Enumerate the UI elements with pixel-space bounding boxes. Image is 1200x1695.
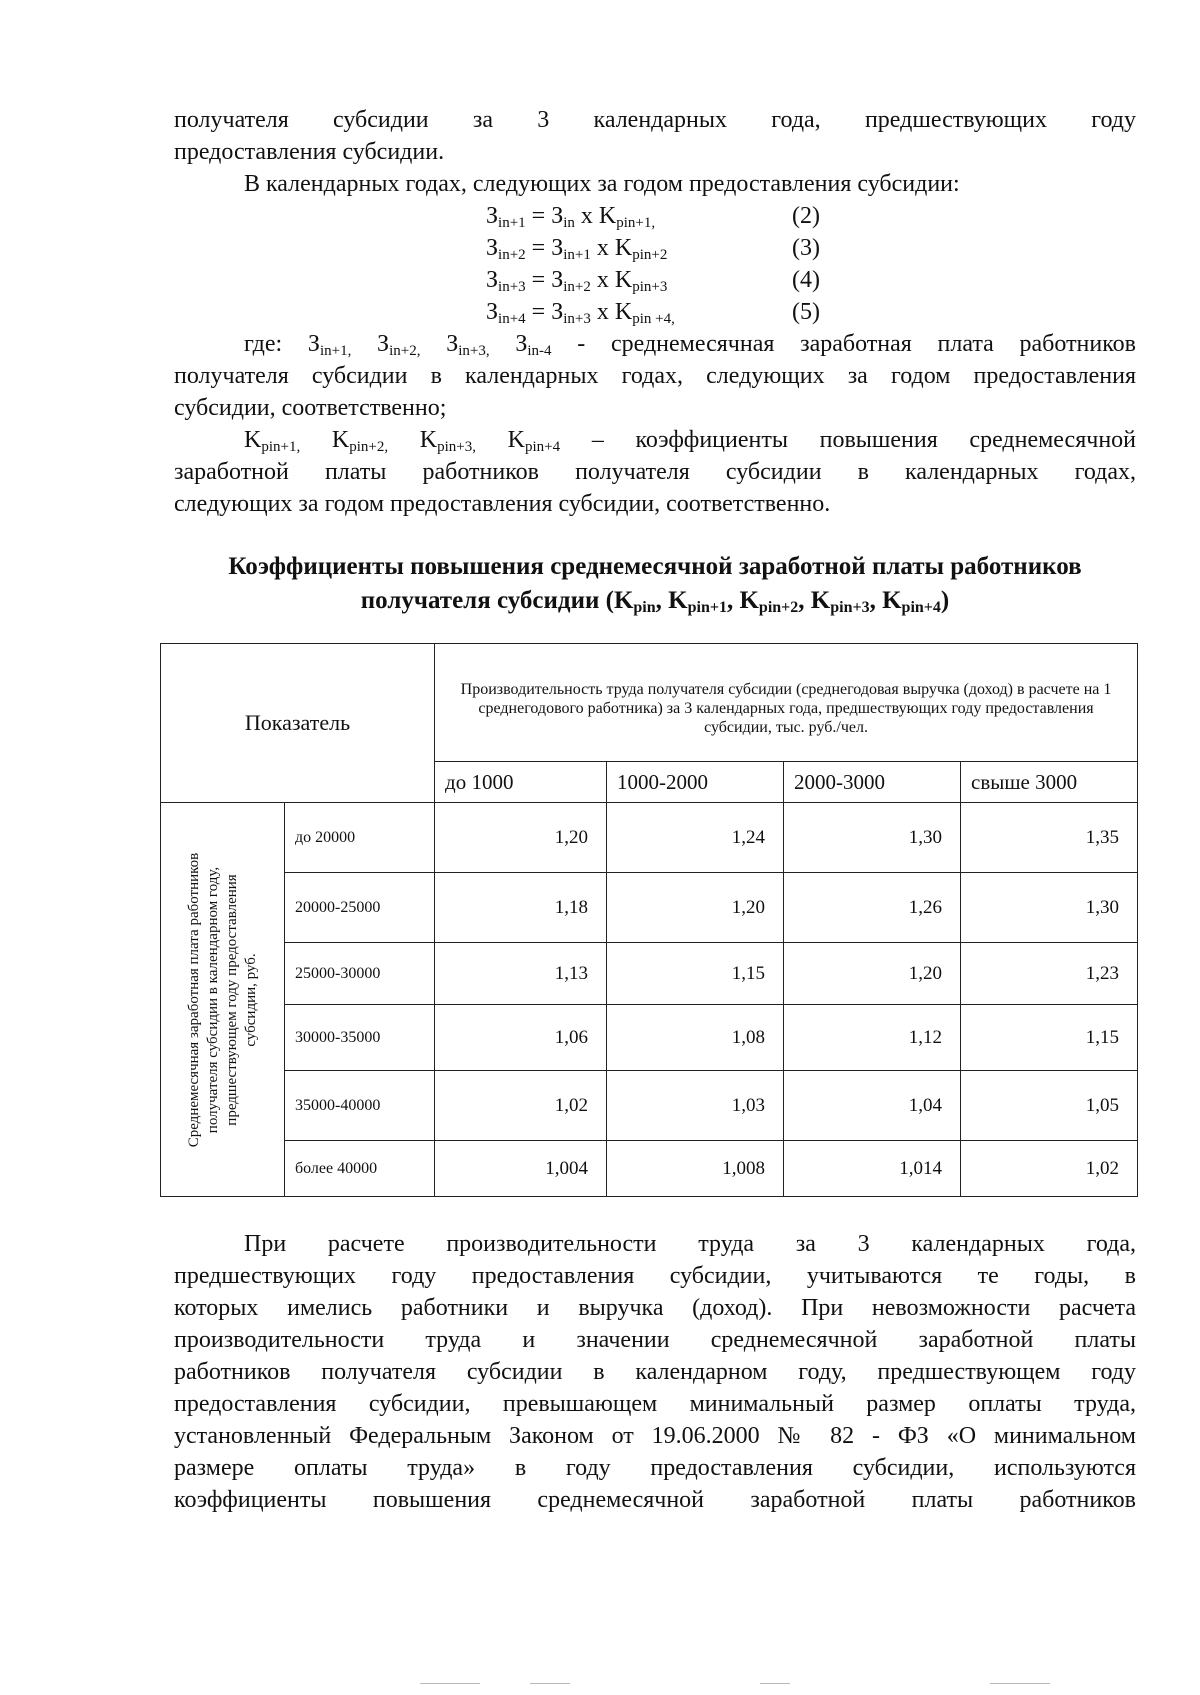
coef-var: K <box>244 427 262 453</box>
coefficient-cell: 1,13 <box>435 943 607 1005</box>
salary-group-label: Среднемесячная заработная плата работников получателя субсидии в календарном году, предшествующем году предоставления субсидии, руб. <box>185 852 259 1147</box>
formula-op: x <box>596 299 609 325</box>
where-subscript: in-4 <box>527 343 552 359</box>
coefficient-cell: 1,24 <box>607 803 784 873</box>
closing-line: установленный Федеральным Законом от 19.06.2000 № 82 - ФЗ «О минимальном <box>174 1423 1136 1449</box>
productivity-header: Производительность труда получателя субсидии (среднегодовая выручка (доход) в расчете на 1 среднегодового работника) за 3 календарных года, предшествующих году предоставления субсидии, тыс. руб./чел. <box>435 644 1138 762</box>
formula-subscript: in+2 <box>563 279 591 295</box>
closing-line: предоставления субсидии, превышающем минимальный размер оплаты труда, <box>174 1391 1136 1417</box>
formula-subscript: pin +4, <box>632 311 675 327</box>
formula-var: З <box>551 267 564 293</box>
coefficient-cell: 1,20 <box>435 803 607 873</box>
table-row <box>161 1005 1138 1071</box>
where-var: З <box>377 331 390 357</box>
formula-row <box>486 200 820 232</box>
formula-var: K <box>614 235 633 261</box>
where-subscript: in+3, <box>458 343 490 359</box>
formula-subscript: in+1 <box>563 247 591 263</box>
formula-subscript: in <box>563 215 575 231</box>
salary-range-cell: 20000-25000 <box>285 873 435 943</box>
salary-group-header <box>161 803 285 1197</box>
title-prefix: получателя субсидии ( <box>360 587 614 614</box>
formula-expression <box>486 296 792 328</box>
where-var: З <box>515 331 528 357</box>
table-row <box>161 943 1138 1005</box>
column-header: 2000-3000 <box>784 762 961 803</box>
coefficient-cell: 1,03 <box>607 1071 784 1141</box>
coefficient-cell: 1,15 <box>961 1005 1138 1071</box>
scan-mark <box>530 1683 570 1684</box>
salary-range-cell: 25000-30000 <box>285 943 435 1005</box>
coefficient-cell: 1,20 <box>607 873 784 943</box>
title-separator: , <box>655 587 669 614</box>
formula-var: З <box>551 299 564 325</box>
table-row <box>161 1071 1138 1141</box>
coefficient-cell: 1,08 <box>607 1005 784 1071</box>
intro-line-2: предоставления субсидии. <box>174 139 445 165</box>
coef-var: K <box>507 427 526 453</box>
title-var: K <box>810 587 831 614</box>
table-title <box>174 550 1136 618</box>
formula-subscript: in+3 <box>498 279 526 295</box>
title-var: K <box>613 587 634 614</box>
closing-line: предшествующих году предоставления субсидии, учитываются те годы, в <box>174 1263 1136 1289</box>
coefficient-cell: 1,06 <box>435 1005 607 1071</box>
where-line-2: получателя субсидии в календарных годах, следующих за годом предоставления <box>174 363 1136 389</box>
coefficient-cell: 1,02 <box>961 1141 1138 1197</box>
coef-subscript: pin+3, <box>437 439 477 455</box>
coefficient-cell: 1,05 <box>961 1071 1138 1141</box>
table-title-line-1: Коэффициенты повышения среднемесячной заработной платы работников <box>228 553 1082 580</box>
formula-expression <box>486 200 792 232</box>
formula-subscript: in+3 <box>563 311 591 327</box>
coefficients-line-1 <box>174 424 1136 456</box>
formula-op: = <box>531 299 546 325</box>
formula-op: = <box>531 203 546 229</box>
formula-var: З <box>486 299 499 325</box>
formula-number: (5) <box>792 299 820 325</box>
closing-line: которых имелись работники и выручка (доход). При невозможности расчета <box>174 1295 1136 1321</box>
where-subscript: in+2, <box>389 343 421 359</box>
where-var: З <box>307 331 320 357</box>
table-row <box>161 803 1138 873</box>
formula-number: (2) <box>792 203 820 229</box>
coef-subscript: pin+2, <box>349 439 389 455</box>
column-header: свыше 3000 <box>961 762 1138 803</box>
coefficients-paragraph <box>174 424 1136 520</box>
coefficient-cell: 1,008 <box>607 1141 784 1197</box>
coefficient-cell: 1,23 <box>961 943 1138 1005</box>
coefficient-cell: 1,04 <box>784 1071 961 1141</box>
formula-row <box>486 296 820 328</box>
formula-subscript: pin+2 <box>632 247 668 263</box>
formula-subscript: in+2 <box>498 247 526 263</box>
coefficient-cell: 1,30 <box>961 873 1138 943</box>
table-row <box>161 873 1138 943</box>
formula-var: K <box>598 203 617 229</box>
coefficients-line-3: следующих за годом предоставления субсидии, соответственно. <box>174 491 831 517</box>
title-var: K <box>739 587 759 614</box>
formula-number: (4) <box>792 267 820 293</box>
scan-mark <box>420 1683 480 1684</box>
coefficients-table <box>160 643 1138 1197</box>
title-close: ) <box>940 587 950 614</box>
formula-op: x <box>580 203 593 229</box>
coefficient-cell: 1,18 <box>435 873 607 943</box>
title-separator: , <box>726 587 740 614</box>
formula-subscript: pin+3 <box>632 279 668 295</box>
coef-var: K <box>419 427 438 453</box>
scan-mark <box>990 1683 1050 1684</box>
closing-line: работников получателя субсидии в календарном году, предшествующем году <box>174 1359 1136 1385</box>
title-subscript: pin <box>633 599 656 616</box>
formula-subscript: in+1 <box>498 215 526 231</box>
title-separator: , <box>798 587 811 614</box>
coefficient-cell: 1,35 <box>961 803 1138 873</box>
formula-subscript: pin+1, <box>616 215 656 231</box>
formula-var: З <box>486 235 499 261</box>
formula-list <box>486 200 820 328</box>
formula-op: x <box>596 267 609 293</box>
title-var: K <box>882 587 902 614</box>
intro-line-1: получателя субсидии за 3 календарных года, предшествующих году <box>174 107 1136 133</box>
column-header: 1000-2000 <box>607 762 784 803</box>
coef-subscript: pin+1, <box>261 439 301 455</box>
formula-var: З <box>551 203 564 229</box>
table-title-line-2 <box>174 584 1136 618</box>
closing-paragraph <box>174 1228 1136 1516</box>
closing-line: производительности труда и значении среднемесячной заработной платы <box>174 1327 1136 1353</box>
where-text: - среднемесячная заработная плата работников <box>577 331 1137 357</box>
closing-line: коэффициенты повышения среднемесячной заработной платы работников <box>174 1487 1136 1513</box>
formula-var: K <box>614 299 633 325</box>
formula-var: K <box>614 267 633 293</box>
closing-line: При расчете производительности труда за 3 календарных года, <box>244 1231 1136 1257</box>
intro-line-3: В календарных годах, следующих за годом предоставления субсидии: <box>244 171 960 197</box>
coef-var: K <box>331 427 350 453</box>
title-subscript: pin+3 <box>830 599 870 616</box>
where-lead: где: <box>244 331 283 357</box>
coefficient-cell: 1,15 <box>607 943 784 1005</box>
coefficient-cell: 1,014 <box>784 1141 961 1197</box>
scan-mark <box>760 1683 790 1684</box>
where-line-3: субсидии, соответственно; <box>174 395 447 421</box>
table-row <box>161 1141 1138 1197</box>
coefficient-cell: 1,02 <box>435 1071 607 1141</box>
title-subscript: pin+4 <box>901 599 941 616</box>
where-subscript: in+1, <box>319 343 352 359</box>
where-paragraph <box>174 328 1136 424</box>
column-header: до 1000 <box>435 762 607 803</box>
coefficient-cell: 1,20 <box>784 943 961 1005</box>
coefficient-cell: 1,004 <box>435 1141 607 1197</box>
salary-range-cell: до 20000 <box>285 803 435 873</box>
formula-var: З <box>486 203 499 229</box>
coef-text: – коэффициенты повышения среднемесячной <box>591 427 1137 453</box>
formula-row <box>486 232 820 264</box>
coefficients-line-2: заработной платы работников получателя субсидии в календарных годах, <box>174 459 1136 485</box>
coefficient-cell: 1,30 <box>784 803 961 873</box>
title-separator: , <box>869 587 883 614</box>
coefficient-cell: 1,26 <box>784 873 961 943</box>
where-line-1 <box>174 328 1136 360</box>
formula-op: = <box>531 235 546 261</box>
formula-expression <box>486 264 792 296</box>
coefficient-cell: 1,12 <box>784 1005 961 1071</box>
title-subscript: pin+1 <box>687 599 727 616</box>
closing-line: размере оплаты труда» в году предоставления субсидии, используются <box>174 1455 1136 1481</box>
indicator-header: Показатель <box>161 644 435 803</box>
formula-subscript: in+4 <box>498 311 526 327</box>
salary-range-cell: 30000-35000 <box>285 1005 435 1071</box>
formula-expression <box>486 232 792 264</box>
formula-var: З <box>551 235 564 261</box>
formula-row <box>486 264 820 296</box>
formula-number: (3) <box>792 235 820 261</box>
formula-op: x <box>596 235 609 261</box>
salary-range-cell: 35000-40000 <box>285 1071 435 1141</box>
title-subscript: pin+2 <box>758 599 799 616</box>
formula-op: = <box>531 267 546 293</box>
title-var: K <box>668 587 688 614</box>
where-var: З <box>446 331 459 357</box>
intro-paragraph <box>174 104 1136 168</box>
salary-range-cell: более 40000 <box>285 1141 435 1197</box>
formula-var: З <box>486 267 499 293</box>
coef-subscript: pin+4 <box>525 439 561 455</box>
